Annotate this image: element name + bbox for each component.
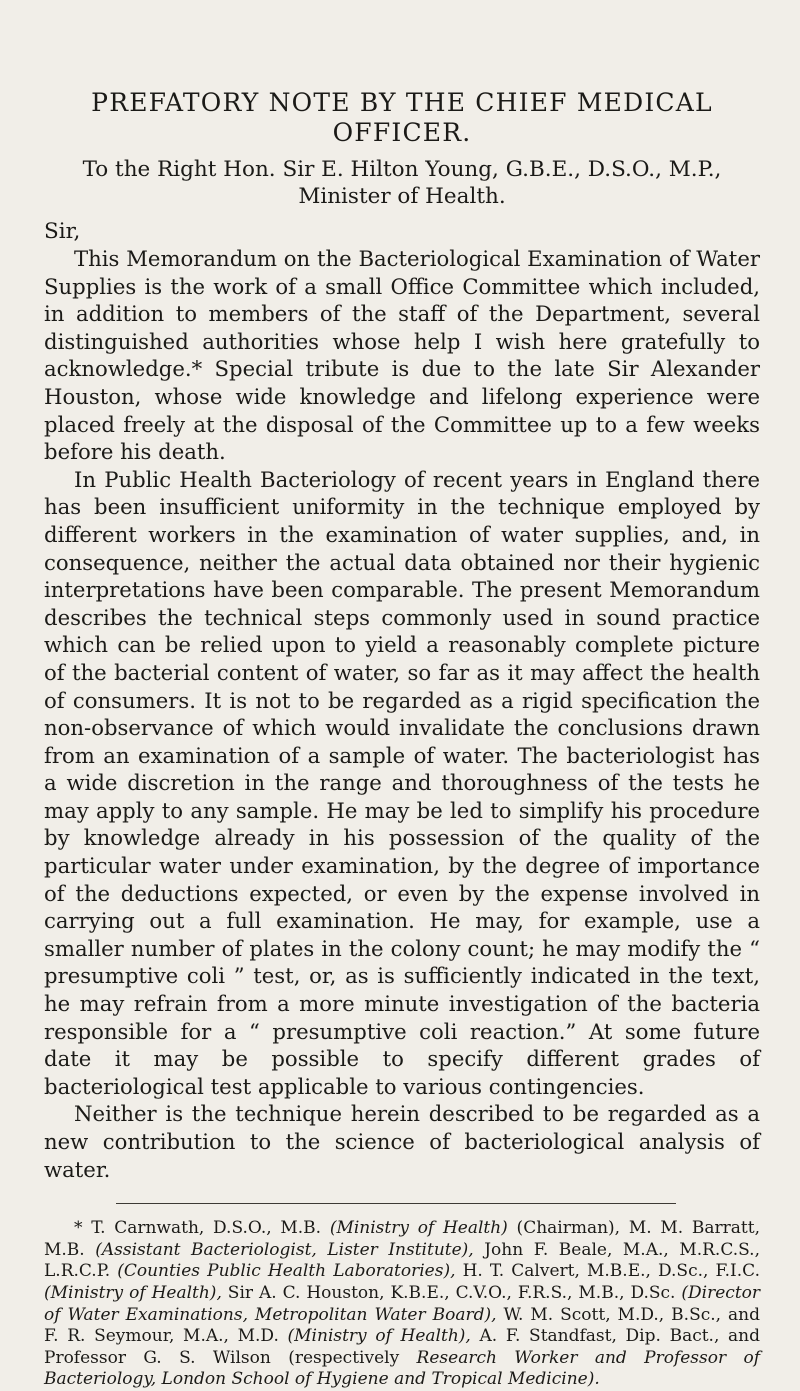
footnote-segment: (Ministry of Health)	[329, 1218, 508, 1239]
footnote	[44, 1218, 760, 1391]
footnote-segment: (Chairman), M. M. Barratt, M.B.	[44, 1218, 760, 1260]
footnote-segment: (Assistant Bacteriologist, Lister Institute),	[95, 1239, 474, 1260]
footnote-segment: H. T. Calvert, M.B.E., D.Sc., F.I.C.	[455, 1261, 760, 1282]
document-title	[44, 88, 760, 148]
footnote-segment: W. M. Scott, M.D., B.Sc., and F. R. Seymour, M.A., M.D.	[44, 1304, 760, 1347]
paragraph-2: In Public Health Bacteriology of recent years in England there has been insufficient uniformity in the technique employed by different workers in the examination of water supplies, and, in consequence, neither the actual data obtained nor their hygienic interpretations have been comparable. The present Memorandum describes the technical steps commonly used in sound practice which can be relied upon to yield a reasonably complete picture of the bacterial content of water, so far as it may affect the health of consumers. It is not to be regarded as a rigid specification the non-observance of which would invalidate the conclusions drawn from an examination of a sample of water. The bacteriologist has a wide discretion in the range and thoroughness of the tests he may apply to any sample. He may be led to simplify his procedure by knowledge already in his possession of the quality of the particular water under examination, by the degree of importance of the deductions expected, or even by the expense involved in carrying out a full examination. He may, for example, use a smaller number of plates in the colony count; he may modify the “ presumptive coli ” test, or, as is sufficiently indicated in the text, he may refrain from a more minute investigation of the bacteria responsible for a “ presumptive coli reaction.” At some future date it may be possible to specify different grades of bacteriological test applicable to various contingencies.	[44, 466, 760, 1099]
footnote-segment: (Ministry of Health),	[287, 1326, 471, 1347]
paragraph-1: This Memorandum on the Bacteriological Examination of Water Supplies is the work of a small Office Committee which included, in addition to members of the staff of the Department, several distinguished authorities whose help I wish here gratefully to acknowledge.* Special tribute is due to the late Sir Alexander Houston, whose wide knowledge and lifelong experience were placed freely at the disposal of the Committee up to a few weeks before his death.	[44, 246, 760, 465]
footnote-segment: (Counties Public Health Laboratories),	[117, 1261, 456, 1282]
footnote-segment: John F. Beale, M.A., M.R.C.S., L.R.C.P.	[44, 1239, 760, 1282]
addressee-line-1: To the Right Hon. Sir E. Hilton Young, G.B.E., D.S.O., M.P.,	[82, 157, 722, 182]
salutation: Sir,	[44, 219, 81, 244]
paragraph-3: Neither is the technique herein described to be regarded as a new contribution to the science of bacteriological analysis of water.	[44, 1101, 760, 1182]
footnote-segment: * T. Carnwath, D.S.O., M.B.	[74, 1218, 330, 1239]
addressee	[44, 156, 760, 210]
footnote-divider	[116, 1203, 676, 1204]
footnote-segment: A. F. Standfast, Dip. Bact., and Professor G. S. Wilson (respectively	[44, 1326, 760, 1368]
addressee-line-2: Minister of Health.	[298, 184, 506, 209]
footnote-segment: Sir A. C. Houston, K.B.E., C.V.O., F.R.S., M.B., D.Sc.	[221, 1282, 682, 1303]
footnote-segment: Research Worker and Professor of Bacteriology, London School of Hygiene and Tropical Medicine).	[44, 1347, 760, 1390]
footnote-segment: (Director of Water Examinations, Metropolitan Water Board),	[44, 1282, 761, 1325]
document-page	[44, 88, 760, 1391]
footnote-segment: (Ministry of Health),	[44, 1282, 222, 1303]
title-line-1: PREFATORY NOTE BY THE CHIEF MEDICAL	[91, 88, 713, 117]
title-line-2: OFFICER.	[332, 118, 472, 147]
